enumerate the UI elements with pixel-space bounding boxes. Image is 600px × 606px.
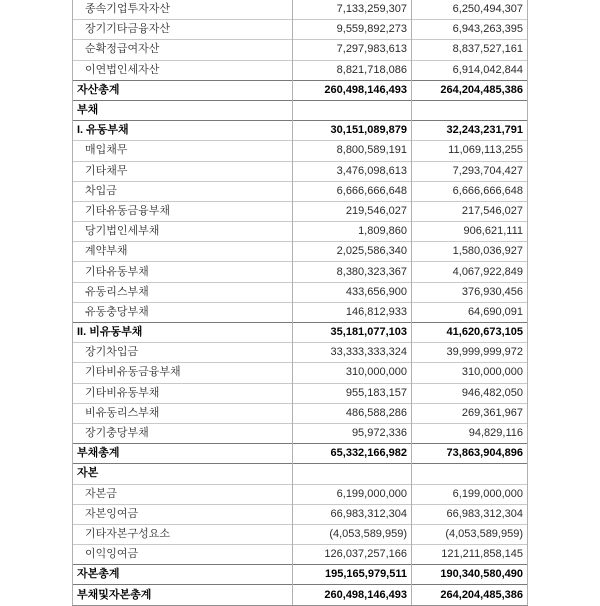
amount-current <box>293 100 412 120</box>
table-row <box>73 423 528 443</box>
account-label: 장기충당부채 <box>73 423 293 443</box>
amount-current: 1,809,860 <box>293 222 412 242</box>
amount-prior: 946,482,050 <box>412 383 528 403</box>
table-row <box>73 302 528 322</box>
table-row <box>73 222 528 242</box>
table-row <box>73 464 528 484</box>
amount-current: 195,165,979,511 <box>293 565 412 585</box>
amount-current: 8,380,323,367 <box>293 262 412 282</box>
account-label: 기타비유동부채 <box>73 383 293 403</box>
account-label: 기타비유동금융부채 <box>73 363 293 383</box>
table-row <box>73 141 528 161</box>
account-label: 계약부채 <box>73 242 293 262</box>
account-label: 장기기타금융자산 <box>73 20 293 40</box>
amount-current: 6,666,666,648 <box>293 181 412 201</box>
amount-prior: 6,666,666,648 <box>412 181 528 201</box>
amount-prior: 906,621,111 <box>412 222 528 242</box>
account-label: 자본총계 <box>73 565 293 585</box>
account-label: 차입금 <box>73 181 293 201</box>
table-row <box>73 161 528 181</box>
amount-prior: 264,204,485,386 <box>412 80 528 100</box>
amount-current: 7,133,259,307 <box>293 0 412 20</box>
amount-prior: 32,243,231,791 <box>412 121 528 141</box>
account-label: 유동리스부채 <box>73 282 293 302</box>
table-row <box>73 323 528 343</box>
amount-prior: 73,863,904,896 <box>412 444 528 464</box>
account-label: 순확정급여자산 <box>73 40 293 60</box>
account-label: I. 유동부채 <box>73 121 293 141</box>
table-row <box>73 403 528 423</box>
table-row <box>73 242 528 262</box>
amount-current: 433,656,900 <box>293 282 412 302</box>
account-label: 부채총계 <box>73 444 293 464</box>
account-label: 자본잉여금 <box>73 504 293 524</box>
amount-prior: 217,546,027 <box>412 201 528 221</box>
amount-prior: 6,250,494,307 <box>412 0 528 20</box>
amount-current: 30,151,089,879 <box>293 121 412 141</box>
amount-current: 8,800,589,191 <box>293 141 412 161</box>
amount-prior <box>412 100 528 120</box>
account-label: 자본 <box>73 464 293 484</box>
table-row <box>73 504 528 524</box>
amount-prior: (4,053,589,959) <box>412 524 528 544</box>
amount-current: (4,053,589,959) <box>293 524 412 544</box>
amount-current <box>293 464 412 484</box>
amount-prior: 4,067,922,849 <box>412 262 528 282</box>
account-label: 기타채무 <box>73 161 293 181</box>
account-label: 종속기업투자자산 <box>73 0 293 20</box>
amount-prior: 94,829,116 <box>412 423 528 443</box>
amount-prior: 121,211,858,145 <box>412 545 528 565</box>
balance-sheet-table <box>72 0 528 606</box>
account-label: 기타유동부채 <box>73 262 293 282</box>
table-row <box>73 181 528 201</box>
amount-prior: 41,620,673,105 <box>412 323 528 343</box>
table-row <box>73 80 528 100</box>
amount-current: 219,546,027 <box>293 201 412 221</box>
amount-prior: 6,943,263,395 <box>412 20 528 40</box>
amount-prior: 6,199,000,000 <box>412 484 528 504</box>
table-row <box>73 40 528 60</box>
table-row <box>73 585 528 606</box>
account-label: 부채및자본총계 <box>73 585 293 606</box>
amount-current: 66,983,312,304 <box>293 504 412 524</box>
table-row <box>73 363 528 383</box>
account-label: 자본금 <box>73 484 293 504</box>
amount-prior: 64,690,091 <box>412 302 528 322</box>
account-label: 자산총계 <box>73 80 293 100</box>
amount-prior: 8,837,527,161 <box>412 40 528 60</box>
table-row <box>73 201 528 221</box>
account-label: II. 비유동부채 <box>73 323 293 343</box>
account-label: 비유동리스부채 <box>73 403 293 423</box>
table-row <box>73 262 528 282</box>
account-label: 유동충당부채 <box>73 302 293 322</box>
account-label: 기타유동금융부채 <box>73 201 293 221</box>
balance-sheet-rows <box>73 0 528 606</box>
account-label: 장기차입금 <box>73 343 293 363</box>
amount-prior: 190,340,580,490 <box>412 565 528 585</box>
account-label: 매입채무 <box>73 141 293 161</box>
amount-prior: 7,293,704,427 <box>412 161 528 181</box>
amount-current: 955,183,157 <box>293 383 412 403</box>
amount-prior: 11,069,113,255 <box>412 141 528 161</box>
amount-current: 2,025,586,340 <box>293 242 412 262</box>
amount-current: 7,297,983,613 <box>293 40 412 60</box>
amount-current: 65,332,166,982 <box>293 444 412 464</box>
amount-prior: 66,983,312,304 <box>412 504 528 524</box>
amount-prior: 1,580,036,927 <box>412 242 528 262</box>
amount-prior: 376,930,456 <box>412 282 528 302</box>
table-row <box>73 121 528 141</box>
amount-current: 6,199,000,000 <box>293 484 412 504</box>
account-label: 이익잉여금 <box>73 545 293 565</box>
table-row <box>73 524 528 544</box>
amount-prior: 6,914,042,844 <box>412 60 528 80</box>
table-row <box>73 545 528 565</box>
amount-current: 126,037,257,166 <box>293 545 412 565</box>
amount-current: 8,821,718,086 <box>293 60 412 80</box>
amount-current: 260,498,146,493 <box>293 585 412 606</box>
amount-prior: 39,999,999,972 <box>412 343 528 363</box>
table-row <box>73 484 528 504</box>
table-row <box>73 0 528 20</box>
amount-prior: 310,000,000 <box>412 363 528 383</box>
amount-current: 35,181,077,103 <box>293 323 412 343</box>
amount-current: 3,476,098,613 <box>293 161 412 181</box>
account-label: 부채 <box>73 100 293 120</box>
amount-current: 9,559,892,273 <box>293 20 412 40</box>
table-row <box>73 565 528 585</box>
table-row <box>73 444 528 464</box>
table-row <box>73 100 528 120</box>
amount-prior: 264,204,485,386 <box>412 585 528 606</box>
account-label: 당기법인세부채 <box>73 222 293 242</box>
table-row <box>73 282 528 302</box>
account-label: 기타자본구성요소 <box>73 524 293 544</box>
table-row <box>73 20 528 40</box>
amount-current: 33,333,333,324 <box>293 343 412 363</box>
table-row <box>73 343 528 363</box>
amount-prior: 269,361,967 <box>412 403 528 423</box>
amount-prior <box>412 464 528 484</box>
amount-current: 486,588,286 <box>293 403 412 423</box>
table-row <box>73 383 528 403</box>
amount-current: 310,000,000 <box>293 363 412 383</box>
amount-current: 260,498,146,493 <box>293 80 412 100</box>
amount-current: 95,972,336 <box>293 423 412 443</box>
amount-current: 146,812,933 <box>293 302 412 322</box>
table-row <box>73 60 528 80</box>
account-label: 이연법인세자산 <box>73 60 293 80</box>
